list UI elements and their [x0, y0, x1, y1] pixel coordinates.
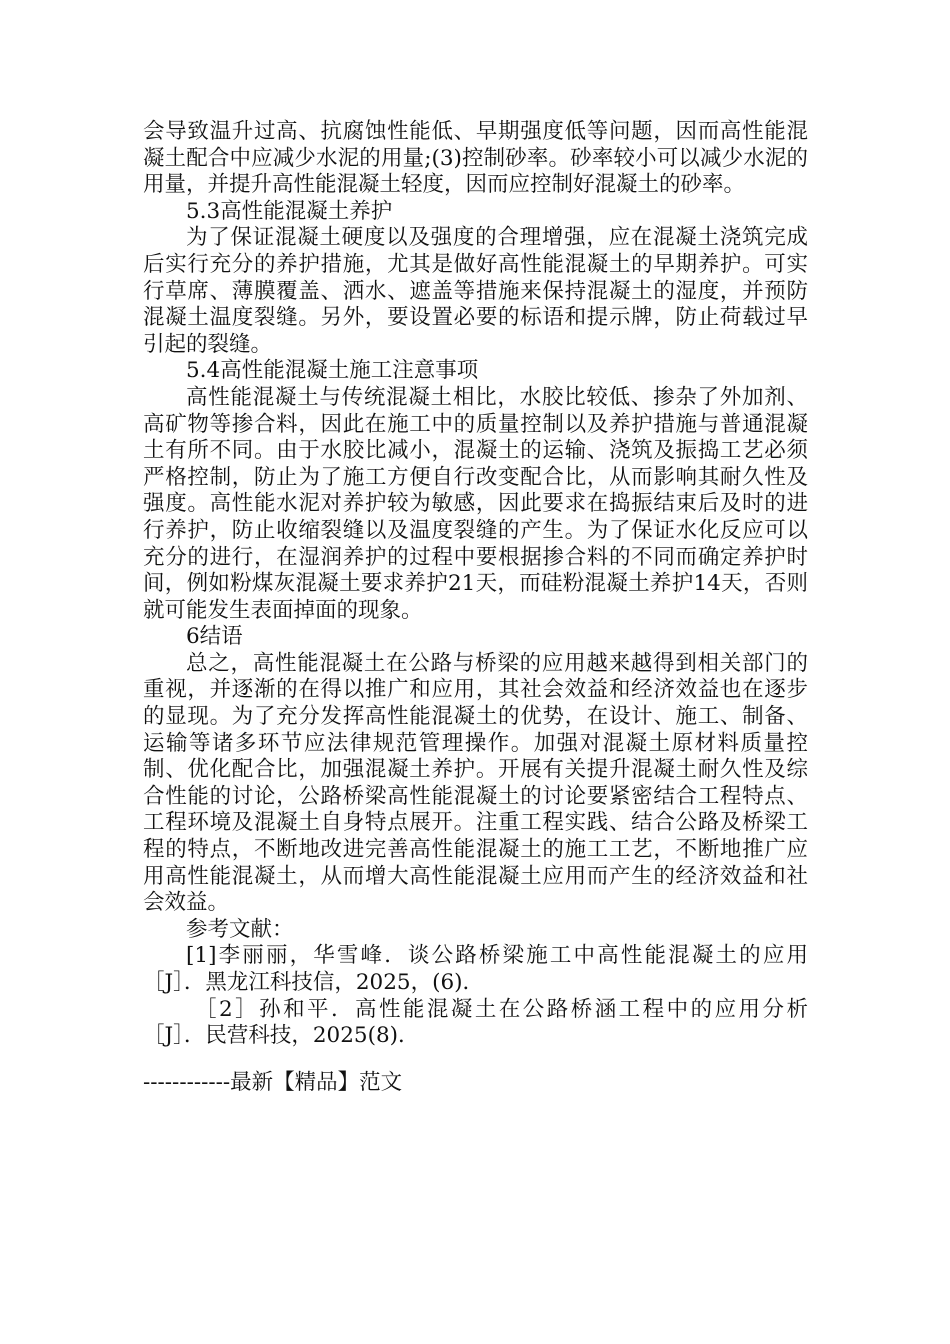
- section-heading-5-3: 5.3高性能混凝土养护: [186, 198, 393, 224]
- section-heading-5-4: 5.4高性能混凝土施工注意事项: [186, 358, 479, 384]
- document-body: [143, 119, 808, 1050]
- paragraph-construction-notes: 高性能混凝土与传统混凝土相比，水胶比较低、掺杂了外加剂、高矿物等掺合料，因此在施工中的质量控制以及养护措施与普通混凝土有所不同。由于水胶比减小，混凝土的运输、浇筑及振捣工艺必须严格控制，防止为了施工方便自行改变配合比，从而影响其耐久性及强度。高性能水泥对养护较为敏感，因此要求在捣振结束后及时的进行养护，防止收缩裂缝以及温度裂缝的产生。为了保证水化反应可以充分的进行，在湿润养护的过程中要根据掺合料的不同而确定养护时间，例如粉煤灰混凝土要求养护21天，而硅粉混凝土养护14天，否则就可能发生表面掉面的现象。: [143, 384, 808, 623]
- footer-watermark-text: ------------最新【精品】范文: [143, 1070, 403, 1095]
- references-heading: 参考文献：: [186, 916, 294, 942]
- paragraph-curing: 为了保证混凝土硬度以及强度的合理增强，应在混凝土浇筑完成后实行充分的养护措施，尤其是做好高性能混凝土的早期养护。可实行草席、薄膜覆盖、洒水、遮盖等措施来保持混凝土的湿度，并预防混凝土温度裂缝。另外，要设置必要的标语和提示牌，防止荷载过早引起的裂缝。: [143, 225, 808, 357]
- paragraph-conclusion: 总之，高性能混凝土在公路与桥梁的应用越来越得到相关部门的重视，并逐渐的在得以推广和应用，其社会效益和经济效益也在逐步的显现。为了充分发挥高性能混凝土的优势，在设计、施工、制备、运输等诸多环节应法律规范管理操作。加强对混凝土原材料质量控制、优化配合比，加强混凝土养护。开展有关提升混凝土耐久性及综合性能的讨论，公路桥梁高性能混凝土的讨论要紧密结合工程特点、工程环境及混凝土自身特点展开。注重工程实践、结合公路及桥梁工程的特点，不断地改进完善高性能混凝土的施工工艺，不断地推广应用高性能混凝土，从而增大高性能混凝土应用而产生的经济效益和社会效益。: [143, 650, 808, 916]
- section-heading-6: 6结语: [186, 624, 243, 650]
- paragraph-continuation: 会导致温升过高、抗腐蚀性能低、早期强度低等问题，因而高性能混凝土配合中应减少水泥的用量;(3)控制砂率。砂率较小可以减少水泥的用量，并提升高性能混凝土轻度，因而应控制好混凝土的砂率。: [143, 119, 808, 198]
- reference-item-2: ［2］孙和平．高性能混凝土在公路桥涵工程中的应用分析［J］．民营科技，2025(8)．: [143, 996, 808, 1049]
- reference-item-1: [1]李丽丽，华雪峰．谈公路桥梁施工中高性能混凝土的应用［J］．黑龙江科技信，2025，(6)．: [143, 943, 808, 995]
